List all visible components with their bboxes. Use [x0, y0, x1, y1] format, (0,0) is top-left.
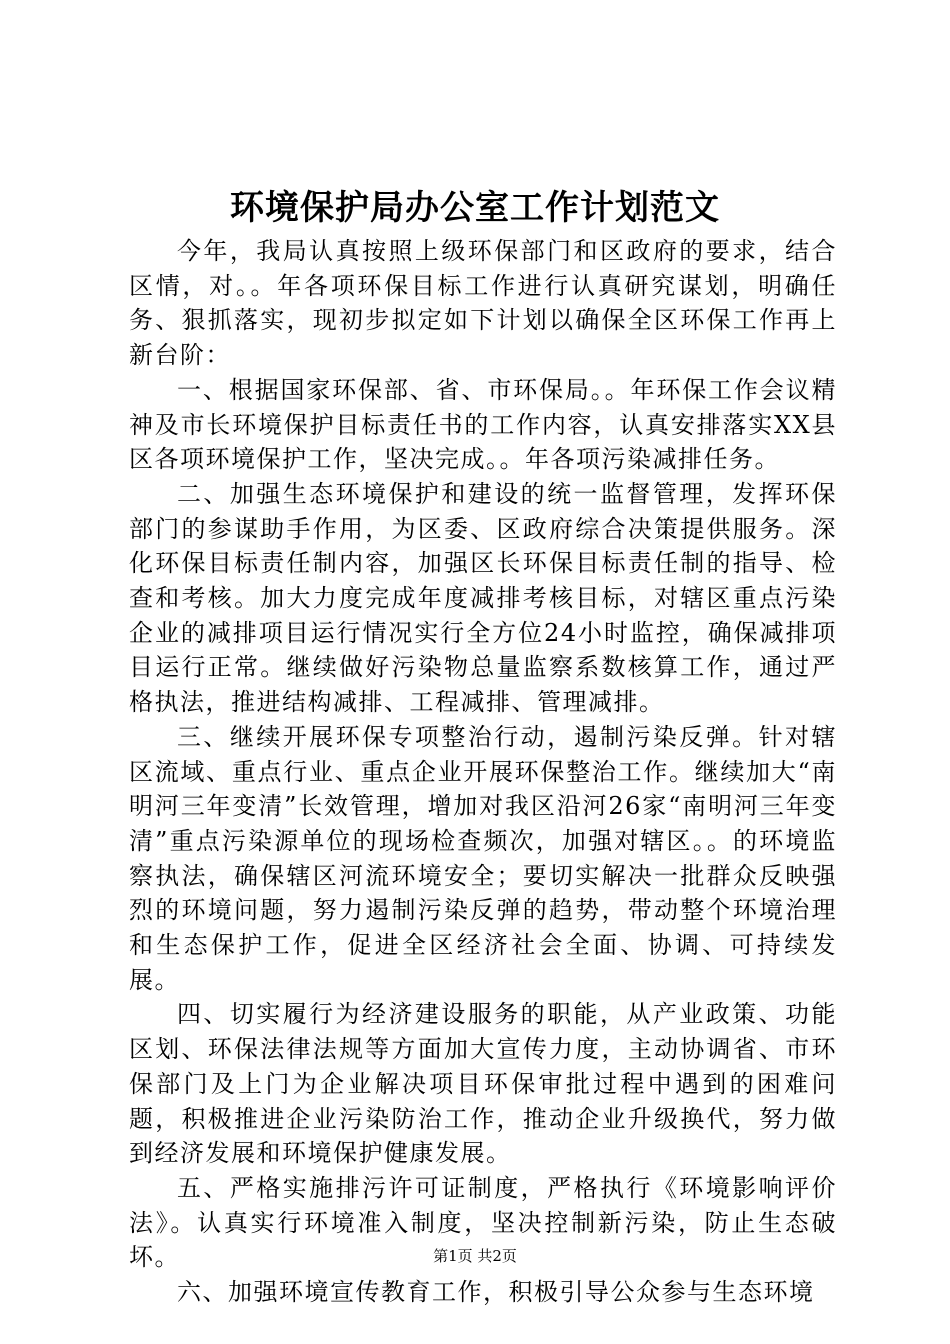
document-title: 环境保护局办公室工作计划范文	[230, 188, 720, 228]
document-body	[129, 234, 837, 1310]
paragraph-intro: 今年，我局认真按照上级环保部门和区政府的要求，结合区情，对。。年各项环保目标工作进行认真研究谋划，明确任务、狠抓落实，现初步拟定如下计划以确保全区环保工作再上新台阶：	[129, 237, 837, 370]
paragraph-item-1: 一、根据国家环保部、省、市环保局。。年环保工作会议精神及市长环境保护目标责任书的工作内容，认真安排落实XX县区各项环境保护工作，坚决完成。。年各项污染减排任务。	[129, 375, 837, 474]
paragraph-item-2: 二、加强生态环境保护和建设的统一监督管理，发挥环保部门的参谋助手作用，为区委、区政府综合决策提供服务。深化环保目标责任制内容，加强区长环保目标责任制的指导、检查和考核。加大力度完成年度减排考核目标，对辖区重点污染企业的减排项目运行情况实行全方位24小时监控，确保减排项目运行正常。继续做好污染物总量监察系数核算工作，通过严格执法，推进结构减排、工程减排、管理减排。	[129, 479, 837, 717]
paragraph-item-3: 三、继续开展环保专项整治行动，遏制污染反弹。针对辖区流域、重点行业、重点企业开展环保整治工作。继续加大“南明河三年变清”长效管理，增加对我区沿河26家“南明河三年变清”重点污染源单位的现场检查频次，加强对辖区。。的环境监察执法，确保辖区河流环境安全；要切实解决一批群众反映强烈的环境问题，努力遏制污染反弹的趋势，带动整个环境治理和生态保护工作，促进全区经济社会全面、协调、可持续发展。	[129, 722, 837, 994]
paragraph-item-5: 五、严格实施排污许可证制度，严格执行《环境影响评价法》。认真实行环境准入制度，坚决控制新污染，防止生态破坏。	[129, 1173, 837, 1272]
page-footer: 第1页 共2页	[433, 1247, 517, 1265]
paragraph-item-4: 四、切实履行为经济建设服务的职能，从产业政策、功能区划、环保法律法规等方面加大宣传力度，主动协调省、市环保部门及上门为企业解决项目环保审批过程中遇到的困难问题，积极推进企业污染防治工作，推动企业升级换代，努力做到经济发展和环境保护健康发展。	[129, 1000, 837, 1168]
paragraph-item-6: 六、加强环境宣传教育工作，积极引导公众参与生态环境	[177, 1278, 815, 1307]
